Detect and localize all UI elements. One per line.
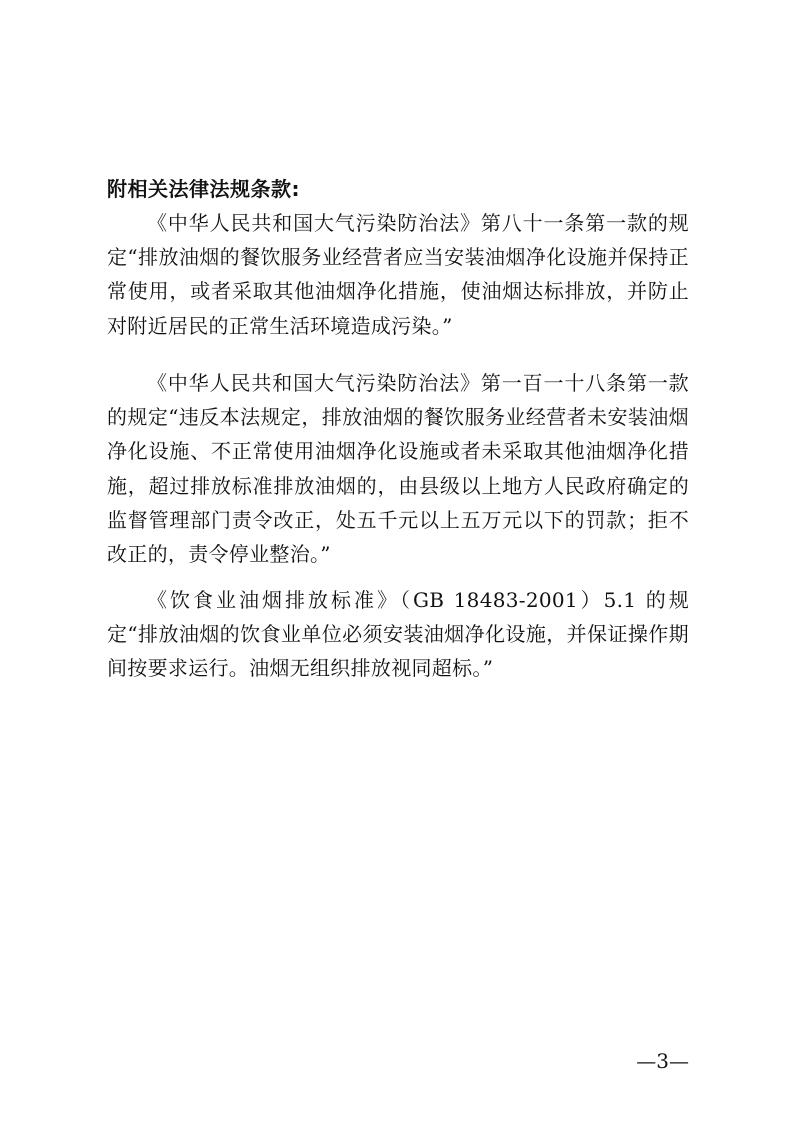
paragraph-air-pollution-law-art-118: 《中华人民共和国大气污染防治法》第一百一十八条第一款的规定“违反本法规定，排放油烟的餐饮服务业经营者未安装油烟净化设施、不正常使用油烟净化设施或者未采取其他油烟净化措施，超过排放标准排放油烟的，由县级以上地方人民政府确定的监督管理部门责令改正，处五千元以上五万元以下的罚款；拒不改正的，责令停业整治。” — [107, 371, 689, 567]
paragraph-air-pollution-law-art-81: 《中华人民共和国大气污染防治法》第八十一条第一款的规定“排放油烟的餐饮服务业经营者应当安装油烟净化设施并保持正常使用，或者采取其他油烟净化措施，使油烟达标排放，并防止对附近居民的正常生活环境造成污染。” — [107, 211, 689, 338]
paragraph-catering-fume-standard: 《饮食业油烟排放标准》（GB 18483-2001）5.1 的规定“排放油烟的饮食业单位必须安装油烟净化设施，并保证操作期间按要求运行。油烟无组织排放视同超标。” — [107, 588, 689, 681]
section-heading: 附相关法律法规条款: — [107, 177, 300, 201]
page-number: —3— — [636, 1049, 689, 1073]
